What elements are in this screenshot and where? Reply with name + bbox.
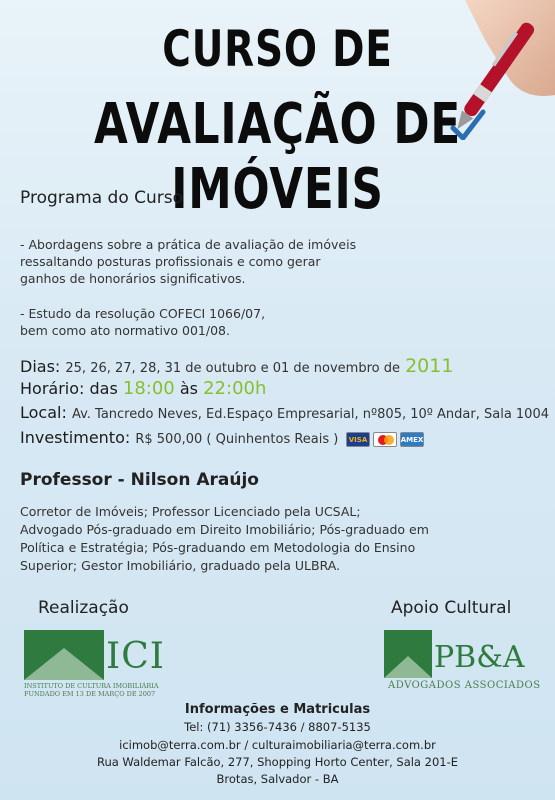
dias-value: 25, 26, 27, 28, 31 de outubro e 01 de novembro de [65, 361, 400, 376]
dias-label: Dias: [20, 357, 61, 376]
local-label: Local: [20, 403, 67, 422]
visa-card-icon: VISA [346, 432, 370, 447]
pba-logo [384, 630, 544, 700]
professor-bio: Corretor de Imóveis; Professor Licenciado pela UCSAL; Advogado Pós-graduado em Direito Imobiliário; Pós-graduado em Política e Estratégia; Pós-graduando em Metodologia do Ensino Superior; Gestor Imobiliário, graduado pela ULBRA. [20, 504, 429, 573]
horario-as: às [179, 379, 198, 398]
ici-name: ICI [106, 636, 165, 677]
contact-address-1: Rua Waldemar Falcão, 277, Shopping Horto Center, Sala 201-E [96, 755, 459, 769]
program-title: Programa do Curso [20, 188, 184, 208]
contact-address-2: Brotas, Salvador - BA [216, 772, 339, 786]
mastercard-icon [373, 432, 397, 447]
ici-logo [24, 630, 204, 705]
invest-label: Investimento: [20, 428, 131, 447]
pba-triangle-icon [384, 630, 432, 680]
invest-row [20, 428, 338, 447]
ici-subtitle [24, 682, 199, 698]
horario-row [20, 378, 266, 399]
ici-subtitle-2: FUNDADO EM 13 DE MARÇO DE 2007 [24, 690, 156, 698]
contact-title: Informações e Matriculas [184, 702, 371, 717]
contact-emails[interactable]: icimob@terra.com.br / culturaimobiliaria@terra.com.br [119, 738, 436, 752]
ici-triangle-icon [24, 630, 104, 682]
contact-phone: Tel: (71) 3356-7436 / 8807-5135 [184, 720, 371, 734]
pba-subtitle: ADVOGADOS ASSOCIADOS [388, 680, 541, 691]
apoio-label: Apoio Cultural [391, 598, 512, 618]
dias-row [20, 355, 453, 377]
payment-cards [346, 432, 424, 447]
title-line2: AVALIAÇÃO DE IMÓVEIS [93, 92, 462, 222]
title-line1: CURSO DE [162, 20, 393, 78]
realizacao-label: Realização [38, 598, 129, 618]
amex-card-icon: AMEX [400, 432, 424, 447]
horario-start: 18:00 [122, 378, 175, 399]
pba-name: PB&A [434, 640, 525, 675]
program-item-2: - Estudo da resolução COFECI 1066/07, bem como ato normativo 001/08. [20, 306, 266, 338]
horario-end: 22:00h [203, 378, 267, 399]
dias-year: 2011 [405, 355, 454, 377]
ici-subtitle-1: INSTITUTO DE CULTURA IMOBILIÁRIA [24, 682, 159, 690]
professor-title: Professor - Nilson Araújo [20, 470, 259, 490]
horario-das: das [89, 379, 118, 398]
program-item-1: - Abordagens sobre a prática de avaliação de imóveis ressaltando posturas profissionais e como gerar ganhos de honorários significativos. [20, 237, 357, 286]
local-value: Av. Tancredo Neves, Ed.Espaço Empresarial, nº805, 10º Andar, Sala 1004 [71, 407, 549, 422]
invest-value: R$ 500,00 ( Quinhentos Reais ) [135, 432, 339, 447]
horario-label: Horário: [20, 379, 85, 398]
local-row [20, 403, 549, 422]
